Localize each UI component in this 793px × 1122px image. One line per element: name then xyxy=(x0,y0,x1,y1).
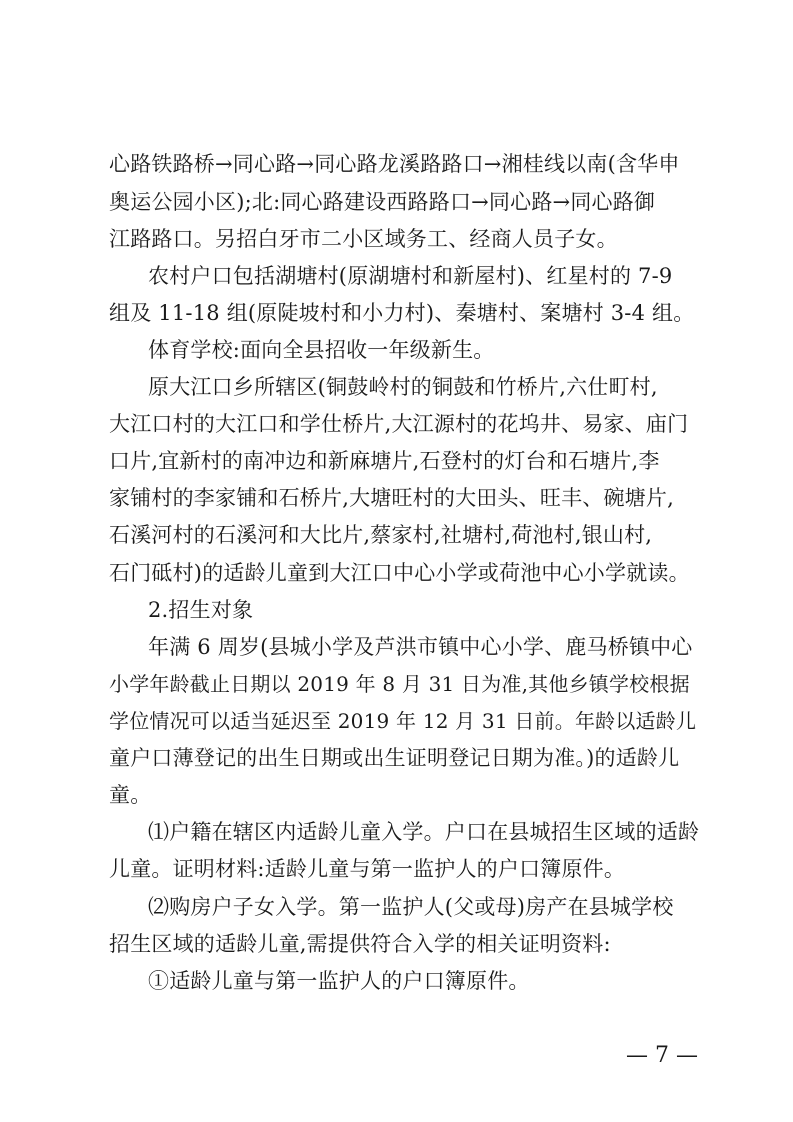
text-line: 原大江口乡所辖区(铜鼓岭村的铜鼓和竹桥片,六仕町村, xyxy=(148,375,658,399)
text-line: 石门砥村)的适龄儿童到大江口中心小学或荷池中心小学就读。 xyxy=(109,561,690,585)
text-line: 小学年龄截止日期以 2019 年 8 月 31 日为准,其他乡镇学校根据 xyxy=(109,672,690,696)
list-item-line: ⑵购房户子女入学。第一监护人(父或母)房产在县城学校 xyxy=(148,895,674,919)
text-line: 大江口村的大江口和学仕桥片,大江源村的花坞井、易家、庙门 xyxy=(109,412,689,436)
text-line: 口片,宜新村的南冲边和新麻塘片,石登村的灯台和石塘片,李 xyxy=(109,449,660,473)
text-line: 年满 6 周岁(县城小学及芦洪市镇中心小学、鹿马桥镇中心 xyxy=(148,635,693,659)
text-line: 学位情况可以适当延迟至 2019 年 12 月 31 日前。年龄以适龄儿 xyxy=(109,709,697,733)
text-line: 童。 xyxy=(109,783,152,807)
text-line: 奥运公园小区);北:同心路建设西路路口→同心路→同心路御 xyxy=(109,190,656,214)
text-line: 石溪河村的石溪河和大比片,蔡家村,社塘村,荷池村,银山村, xyxy=(109,523,653,547)
text-line: 心路铁路桥→同心路→同心路龙溪路路口→湘桂线以南(含华申 xyxy=(109,152,680,176)
text-line: 农村户口包括湖塘村(原湖塘村和新屋村)、红星村的 7-9 xyxy=(148,264,673,288)
text-line: 组及 11-18 组(原陡坡村和小力村)、秦塘村、案塘村 3-4 组。 xyxy=(109,301,695,325)
text-line: 家铺村的李家铺和石桥片,大塘旺村的大田头、旺丰、碗塘片, xyxy=(109,486,674,510)
list-item-line: ①适龄儿童与第一监护人的户口簿原件。 xyxy=(148,969,530,993)
text-line: 江路路口。另招白牙市二小区域务工、经商人员子女。 xyxy=(109,227,618,251)
page-number: — 7 — xyxy=(626,1043,698,1068)
text-line: 体育学校:面向全县招收一年级新生。 xyxy=(148,338,495,362)
list-item-line: ⑴户籍在辖区内适龄儿童入学。户口在县城招生区域的适龄 xyxy=(148,820,700,844)
text-line: 招生区域的适龄儿童,需提供符合入学的相关证明资料: xyxy=(109,932,611,956)
section-heading: 2.招生对象 xyxy=(148,598,254,622)
text-line: 儿童。证明材料:适龄儿童与第一监护人的户口簿原件。 xyxy=(109,857,626,881)
text-line: 童户口薄登记的出生日期或出生证明登记日期为准。)的适龄儿 xyxy=(109,746,680,770)
